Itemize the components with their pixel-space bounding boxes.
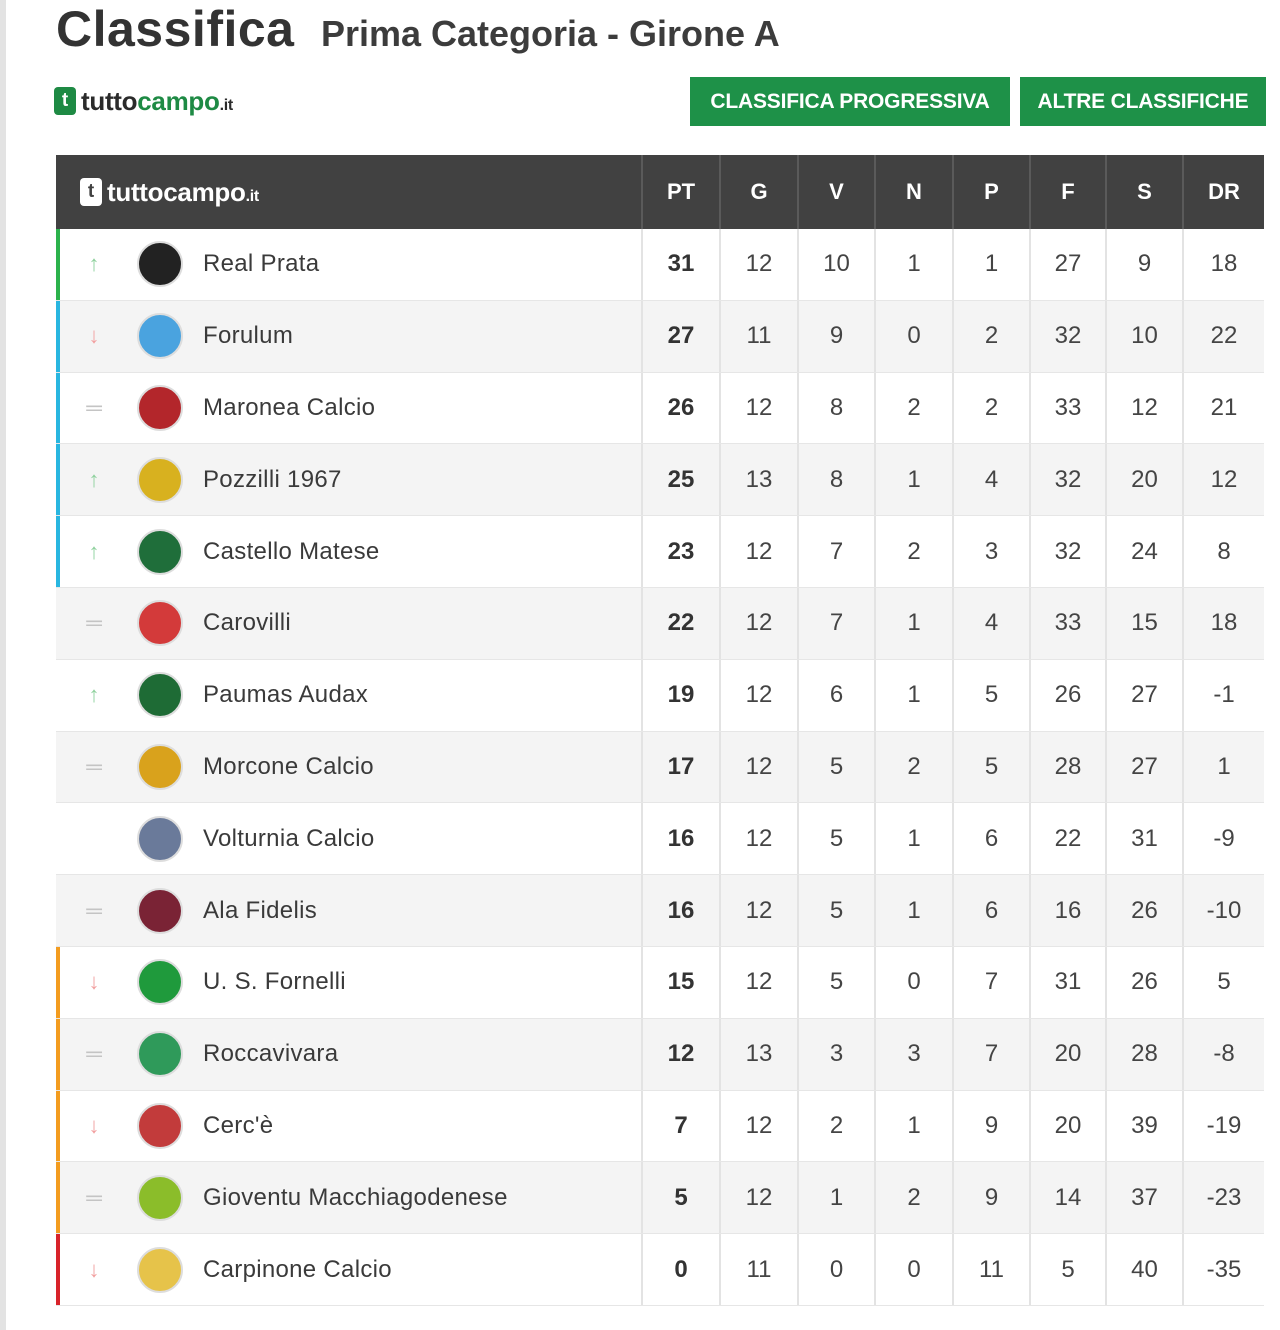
cell-pt: 15 [641, 947, 719, 1018]
header-brand-wordmark [107, 177, 259, 208]
cell-p: 5 [952, 660, 1029, 731]
brand-name: tutto [81, 85, 138, 116]
trend-same-icon: ═ [86, 897, 102, 923]
cell-n: 0 [874, 947, 952, 1018]
cell-n: 1 [874, 1091, 952, 1162]
team-name[interactable]: Volturnia Calcio [203, 824, 375, 852]
table-row[interactable] [56, 875, 1264, 947]
cell-pt: 27 [641, 301, 719, 372]
cell-pt: 0 [641, 1234, 719, 1305]
progressive-standings-button[interactable]: CLASSIFICA PROGRESSIVA [690, 77, 1010, 126]
table-row[interactable] [56, 1234, 1264, 1306]
team-name[interactable]: Roccavivara [203, 1040, 339, 1068]
team-cell [56, 732, 641, 803]
cell-s: 37 [1105, 1162, 1182, 1233]
table-row[interactable] [56, 660, 1264, 732]
cell-pt: 17 [641, 732, 719, 803]
header-brand-tld: .it [245, 187, 259, 205]
team-name[interactable]: Gioventu Macchiagodenese [203, 1183, 508, 1211]
cell-g: 12 [719, 1162, 797, 1233]
cell-dr: -1 [1182, 660, 1264, 731]
cell-p: 3 [952, 516, 1029, 587]
team-crest-icon [137, 241, 183, 287]
cell-g: 12 [719, 947, 797, 1018]
cell-pt: 12 [641, 1019, 719, 1090]
header-brand [56, 155, 641, 229]
cell-pt: 16 [641, 875, 719, 946]
cell-s: 15 [1105, 588, 1182, 659]
cell-pt: 22 [641, 588, 719, 659]
cell-v: 8 [797, 444, 874, 515]
header-brand-accent: campo [163, 176, 246, 207]
brand-tld: .it [219, 96, 233, 114]
cell-v: 9 [797, 301, 874, 372]
cell-dr: -10 [1182, 875, 1264, 946]
cell-pt: 16 [641, 803, 719, 874]
table-row[interactable] [56, 301, 1264, 373]
table-row[interactable] [56, 1019, 1264, 1091]
team-name[interactable]: Carpinone Calcio [203, 1255, 392, 1283]
page-header [56, 0, 1268, 60]
team-cell [56, 373, 641, 444]
table-row[interactable] [56, 588, 1264, 660]
cell-p: 7 [952, 1019, 1029, 1090]
team-cell [56, 1091, 641, 1162]
cell-v: 7 [797, 588, 874, 659]
cell-f: 32 [1029, 516, 1105, 587]
team-crest-icon [137, 385, 183, 431]
cell-s: 12 [1105, 373, 1182, 444]
cell-dr: 8 [1182, 516, 1264, 587]
cell-n: 2 [874, 373, 952, 444]
team-crest-icon [137, 744, 183, 790]
cell-s: 40 [1105, 1234, 1182, 1305]
table-row[interactable] [56, 1162, 1264, 1234]
team-cell [56, 1234, 641, 1305]
team-cell [56, 516, 641, 587]
cell-v: 5 [797, 875, 874, 946]
cell-v: 3 [797, 1019, 874, 1090]
cell-f: 33 [1029, 373, 1105, 444]
cell-p: 9 [952, 1162, 1029, 1233]
team-name[interactable]: Paumas Audax [203, 681, 369, 709]
cell-g: 12 [719, 803, 797, 874]
cell-pt: 5 [641, 1162, 719, 1233]
team-crest-icon [137, 457, 183, 503]
cell-p: 2 [952, 373, 1029, 444]
col-header-p: P [952, 155, 1029, 229]
team-cell [56, 803, 641, 874]
cell-p: 5 [952, 732, 1029, 803]
team-name[interactable]: Real Prata [203, 250, 320, 278]
cell-g: 11 [719, 1234, 797, 1305]
cell-f: 32 [1029, 301, 1105, 372]
cell-f: 28 [1029, 732, 1105, 803]
col-header-v: V [797, 155, 874, 229]
team-name[interactable]: Ala Fidelis [203, 896, 318, 924]
col-header-n: N [874, 155, 952, 229]
col-header-f: F [1029, 155, 1105, 229]
cell-v: 2 [797, 1091, 874, 1162]
team-name[interactable]: Forulum [203, 322, 294, 350]
cell-g: 13 [719, 1019, 797, 1090]
col-header-pt: PT [641, 155, 719, 229]
table-header [56, 155, 1264, 229]
brand-accent: campo [137, 85, 220, 116]
team-crest-icon [137, 1031, 183, 1077]
cell-s: 27 [1105, 660, 1182, 731]
trend-down-icon: ↓ [88, 323, 100, 349]
team-crest-icon [137, 888, 183, 934]
team-name[interactable]: Morcone Calcio [203, 752, 374, 780]
cell-v: 8 [797, 373, 874, 444]
cell-g: 13 [719, 444, 797, 515]
team-name[interactable]: Pozzilli 1967 [203, 465, 342, 493]
cell-n: 2 [874, 516, 952, 587]
cell-pt: 19 [641, 660, 719, 731]
col-header-g: G [719, 155, 797, 229]
cell-dr: 18 [1182, 229, 1264, 300]
team-crest-icon [137, 600, 183, 646]
trend-up-icon: ↑ [88, 538, 100, 564]
trend-same-icon: ═ [86, 1041, 102, 1067]
cell-g: 12 [719, 732, 797, 803]
team-cell [56, 947, 641, 1018]
cell-dr: 18 [1182, 588, 1264, 659]
page-left-border [0, 0, 6, 1330]
brand-logo[interactable] [54, 86, 233, 116]
cell-f: 26 [1029, 660, 1105, 731]
trend-none-icon [83, 827, 105, 851]
cell-f: 20 [1029, 1091, 1105, 1162]
cell-v: 1 [797, 1162, 874, 1233]
cell-s: 24 [1105, 516, 1182, 587]
cell-p: 4 [952, 444, 1029, 515]
cell-f: 20 [1029, 1019, 1105, 1090]
team-cell [56, 588, 641, 659]
cell-pt: 7 [641, 1091, 719, 1162]
brand-wordmark [81, 86, 233, 117]
team-name[interactable]: Castello Matese [203, 537, 380, 565]
cell-s: 10 [1105, 301, 1182, 372]
cell-f: 5 [1029, 1234, 1105, 1305]
cell-dr: 5 [1182, 947, 1264, 1018]
standings-table [56, 155, 1264, 1306]
trend-down-icon: ↓ [88, 1112, 100, 1138]
trend-same-icon: ═ [86, 753, 102, 779]
cell-p: 9 [952, 1091, 1029, 1162]
cell-g: 12 [719, 1091, 797, 1162]
cell-n: 0 [874, 1234, 952, 1305]
team-name[interactable]: Carovilli [203, 609, 292, 637]
team-name[interactable]: U. S. Fornelli [203, 968, 346, 996]
cell-pt: 31 [641, 229, 719, 300]
team-crest-icon [137, 959, 183, 1005]
cell-dr: 12 [1182, 444, 1264, 515]
cell-s: 27 [1105, 732, 1182, 803]
cell-f: 31 [1029, 947, 1105, 1018]
cell-p: 2 [952, 301, 1029, 372]
table-row[interactable] [56, 732, 1264, 804]
team-cell [56, 229, 641, 300]
trend-same-icon: ═ [86, 1184, 102, 1210]
table-row[interactable] [56, 803, 1264, 875]
cell-p: 4 [952, 588, 1029, 659]
cell-dr: 21 [1182, 373, 1264, 444]
cell-f: 32 [1029, 444, 1105, 515]
team-name[interactable]: Cerc'è [203, 1111, 274, 1139]
team-crest-icon [137, 313, 183, 359]
cell-pt: 23 [641, 516, 719, 587]
trend-same-icon: ═ [86, 610, 102, 636]
cell-v: 6 [797, 660, 874, 731]
team-crest-icon [137, 1103, 183, 1149]
cell-s: 20 [1105, 444, 1182, 515]
cell-v: 0 [797, 1234, 874, 1305]
trend-down-icon: ↓ [88, 1256, 100, 1282]
table-row[interactable] [56, 1091, 1264, 1163]
cell-dr: -8 [1182, 1019, 1264, 1090]
cell-f: 33 [1029, 588, 1105, 659]
cell-s: 39 [1105, 1091, 1182, 1162]
cell-n: 3 [874, 1019, 952, 1090]
cell-n: 1 [874, 660, 952, 731]
table-body [56, 229, 1264, 1306]
table-row[interactable] [56, 444, 1264, 516]
cell-v: 7 [797, 516, 874, 587]
team-crest-icon [137, 672, 183, 718]
team-cell [56, 301, 641, 372]
team-name[interactable]: Maronea Calcio [203, 393, 376, 421]
team-crest-icon [137, 816, 183, 862]
cell-n: 1 [874, 803, 952, 874]
cell-v: 10 [797, 229, 874, 300]
team-cell [56, 875, 641, 946]
cell-s: 26 [1105, 947, 1182, 1018]
trend-up-icon: ↑ [88, 251, 100, 277]
table-row[interactable] [56, 373, 1264, 445]
team-crest-icon [137, 1175, 183, 1221]
cell-p: 1 [952, 229, 1029, 300]
cell-n: 1 [874, 875, 952, 946]
cell-n: 1 [874, 444, 952, 515]
trend-up-icon: ↑ [88, 682, 100, 708]
team-cell [56, 1019, 641, 1090]
team-crest-icon [137, 1247, 183, 1293]
cell-s: 31 [1105, 803, 1182, 874]
trend-up-icon: ↑ [88, 466, 100, 492]
cell-p: 11 [952, 1234, 1029, 1305]
brand-mark-icon: t [54, 87, 76, 115]
cell-v: 5 [797, 803, 874, 874]
cell-g: 12 [719, 875, 797, 946]
table-row[interactable] [56, 229, 1264, 301]
cell-p: 7 [952, 947, 1029, 1018]
header-brand-mark-icon: t [80, 178, 102, 206]
cell-n: 1 [874, 588, 952, 659]
cell-f: 22 [1029, 803, 1105, 874]
cell-f: 16 [1029, 875, 1105, 946]
cell-pt: 26 [641, 373, 719, 444]
cell-g: 12 [719, 660, 797, 731]
team-cell [56, 1162, 641, 1233]
cell-dr: -19 [1182, 1091, 1264, 1162]
team-crest-icon [137, 529, 183, 575]
cell-dr: -9 [1182, 803, 1264, 874]
cell-n: 0 [874, 301, 952, 372]
cell-dr: -23 [1182, 1162, 1264, 1233]
cell-p: 6 [952, 803, 1029, 874]
cell-n: 2 [874, 1162, 952, 1233]
cell-s: 28 [1105, 1019, 1182, 1090]
table-row[interactable] [56, 516, 1264, 588]
cell-f: 14 [1029, 1162, 1105, 1233]
cell-g: 12 [719, 588, 797, 659]
cell-n: 1 [874, 229, 952, 300]
col-header-dr: DR [1182, 155, 1264, 229]
team-cell [56, 660, 641, 731]
cell-f: 27 [1029, 229, 1105, 300]
cell-g: 11 [719, 301, 797, 372]
team-cell [56, 444, 641, 515]
trend-same-icon: ═ [86, 394, 102, 420]
trend-down-icon: ↓ [88, 969, 100, 995]
cell-g: 12 [719, 516, 797, 587]
cell-s: 26 [1105, 875, 1182, 946]
col-header-s: S [1105, 155, 1182, 229]
cell-v: 5 [797, 947, 874, 1018]
header-brand-name: tutto [107, 176, 164, 207]
cell-dr: 22 [1182, 301, 1264, 372]
table-row[interactable] [56, 947, 1264, 1019]
cell-g: 12 [719, 373, 797, 444]
cell-v: 5 [797, 732, 874, 803]
cell-g: 12 [719, 229, 797, 300]
cell-s: 9 [1105, 229, 1182, 300]
cell-n: 2 [874, 732, 952, 803]
page-title: Classifica [56, 1, 295, 57]
cell-dr: -35 [1182, 1234, 1264, 1305]
cell-p: 6 [952, 875, 1029, 946]
other-standings-button[interactable]: ALTRE CLASSIFICHE [1020, 77, 1266, 126]
cell-dr: 1 [1182, 732, 1264, 803]
cell-pt: 25 [641, 444, 719, 515]
page-subtitle: Prima Categoria - Girone A [320, 13, 780, 54]
